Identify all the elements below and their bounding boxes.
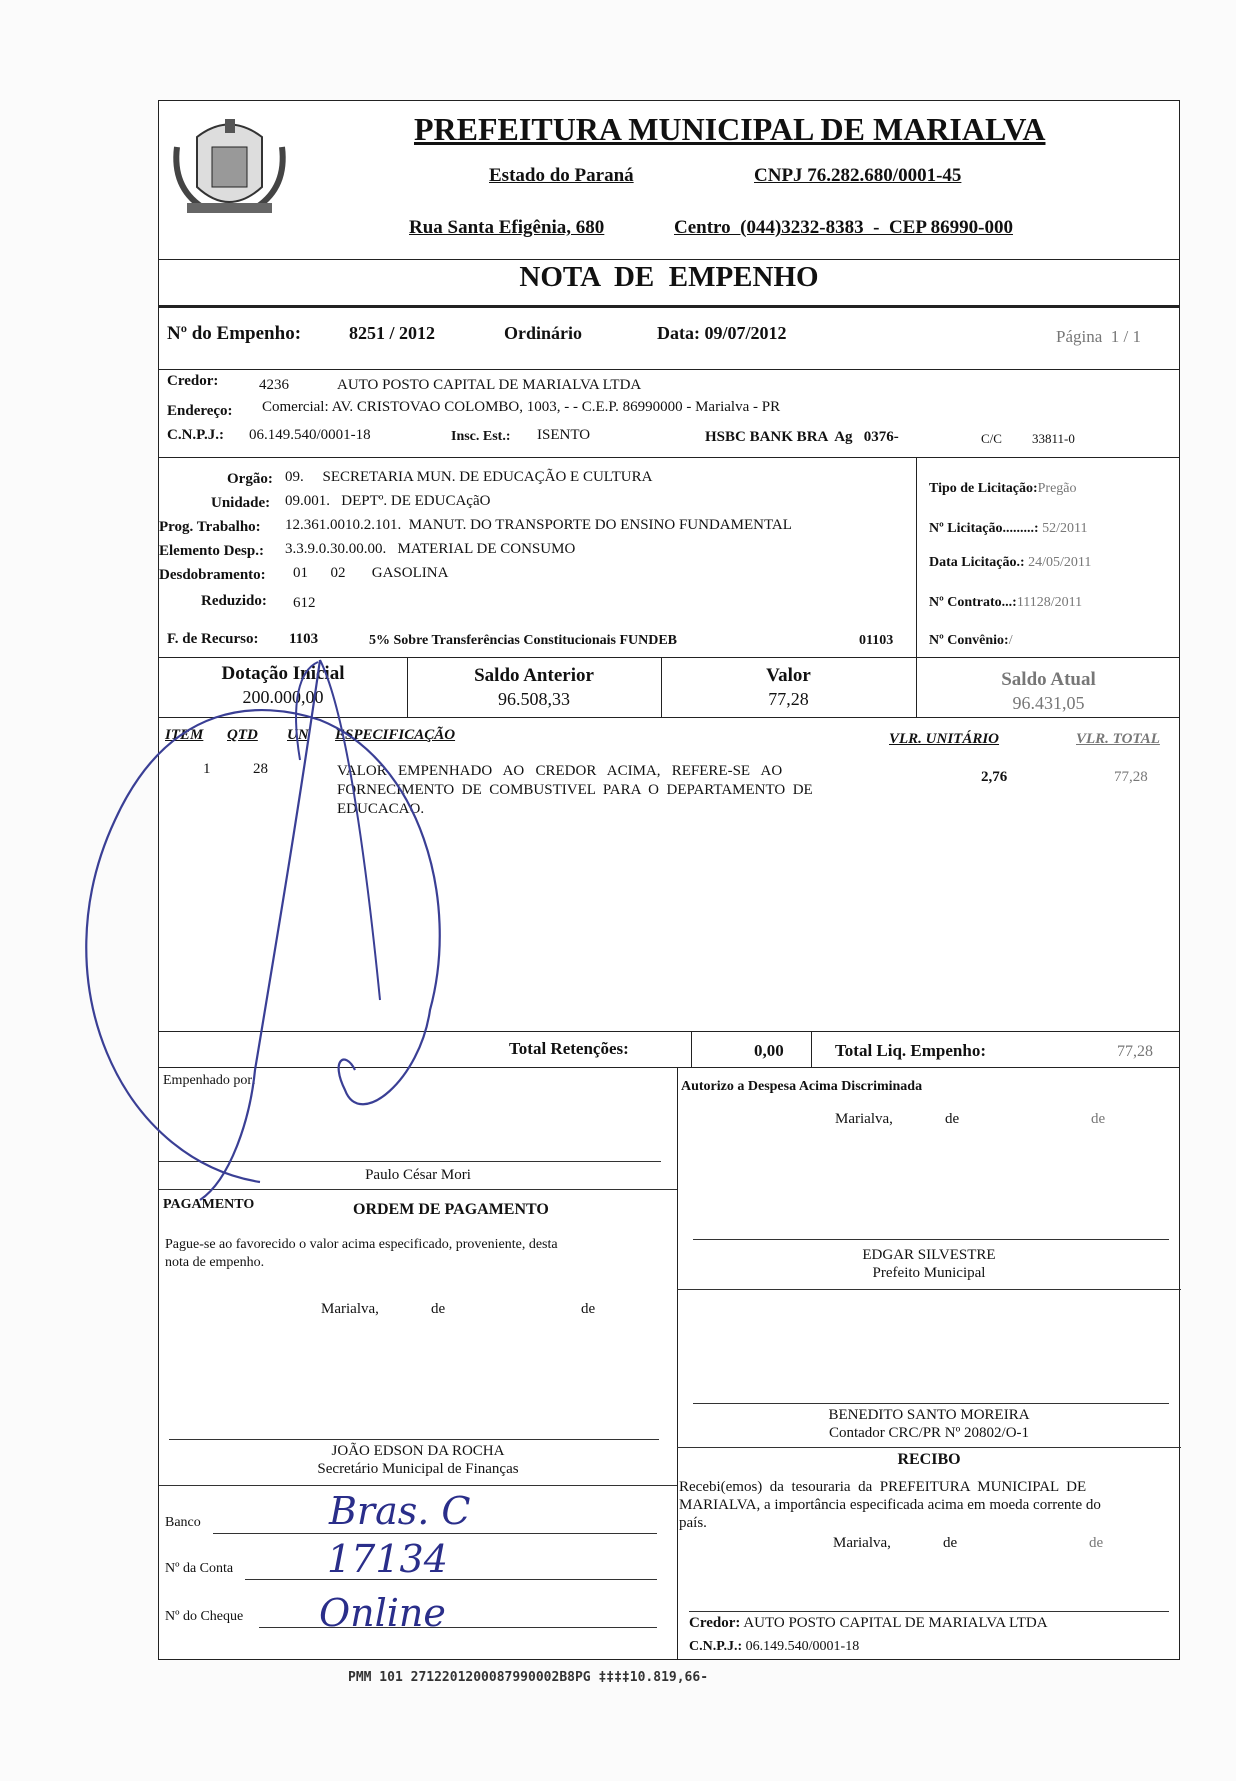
recibo-text-line3: país. (679, 1515, 707, 1531)
empenhado-por-label: Empenhado por: (163, 1073, 256, 1088)
saldo-anterior-label: Saldo Anterior (474, 665, 594, 686)
secretario-name: JOÃO EDSON DA ROCHA (331, 1443, 505, 1459)
orgao-label: Orgão: (227, 471, 273, 487)
recibo-credor: Credor: AUTO POSTO CAPITAL DE MARIALVA LTDA (689, 1615, 1048, 1631)
conta-handwritten: 17134 (327, 1537, 448, 1581)
credor-name: AUTO POSTO CAPITAL DE MARIALVA LTDA (337, 377, 642, 393)
recurso-code: 1103 (289, 631, 319, 647)
orgao: 09. SECRETARIA MUN. DE EDUCAÇÃO E CULTURA (285, 469, 653, 485)
recibo-city: Marialva, (833, 1535, 891, 1551)
col-vlr-total: VLR. TOTAL (1076, 731, 1160, 747)
desdobramento: 01 02 GASOLINA (293, 565, 449, 581)
item-total-value: 77,28 (1114, 769, 1148, 785)
item-unit-value: 2,76 (981, 769, 1008, 785)
saldo-atual: 96.431,05 (1012, 693, 1085, 713)
credor-cnpj-label: C.N.P.J.: (167, 427, 224, 443)
desdobramento-label: Desdobramento: (159, 567, 266, 583)
cc-number: 33811-0 (1032, 431, 1075, 446)
banco-handwritten: Bras. C (329, 1489, 471, 1533)
recurso-description: 5% Sobre Transferências Constitucionais FUNDEB (369, 633, 678, 648)
numero-contrato: Nº Contrato...:11128/2011 (929, 595, 1083, 610)
autorizo-de1: de (945, 1111, 960, 1127)
footer-barcode-text: PMM 101 2712201200087990002B8PG ‡‡‡‡10.819,66- (348, 1670, 709, 1685)
contador-name: BENEDITO SANTO MOREIRA (828, 1407, 1030, 1423)
col-qtd: QTD (227, 727, 258, 743)
prog-trabalho-label: Prog. Trabalho: (159, 519, 261, 535)
item-qtd: 28 (253, 761, 268, 777)
recibo-de1: de (943, 1535, 958, 1551)
pagamento-text-line2: nota de empenho. (165, 1255, 265, 1270)
autorizo-label: Autorizo a Despesa Acima Discriminada (681, 1079, 923, 1094)
empenho-type: Ordinário (504, 323, 583, 343)
prog-trabalho: 12.361.0010.2.101. MANUT. DO TRANSPORTE DO ENSINO FUNDAMENTAL (285, 517, 792, 533)
recibo-text-line1: Recebi(emos) da tesouraria da PREFEITURA MUNICIPAL DE (679, 1479, 1087, 1495)
reduzido: 612 (293, 595, 316, 611)
item-spec-line2: FORNECIMENTO DE COMBUSTIVEL PARA O DEPARTAMENTO DE (337, 782, 813, 798)
credor-label: Credor: (167, 373, 219, 389)
total-liq-empenho: 77,28 (1117, 1043, 1153, 1060)
empenho-date: Data: 09/07/2012 (657, 323, 787, 343)
district-phone-cep: Centro (044)3232-8383 - CEP 86990-000 (674, 217, 1013, 238)
insc-est: ISENTO (537, 427, 591, 443)
banco-label: Banco (165, 1515, 201, 1530)
saldo-anterior: 96.508,33 (498, 689, 570, 709)
empenho-number-label: Nº do Empenho: (167, 323, 302, 344)
pagamento-label: PAGAMENTO (163, 1197, 255, 1212)
recibo-text-line2: MARIALVA, a importância especificada acima em moeda corrente do (679, 1497, 1101, 1513)
col-item: ITEM (165, 727, 204, 743)
data-licitacao: Data Licitação.: 24/05/2011 (929, 555, 1092, 570)
total-retencoes: 0,00 (754, 1041, 784, 1060)
document-title: NOTA DE EMPENHO (519, 261, 819, 293)
valor-label: Valor (766, 665, 811, 686)
autorizo-de2: de (1091, 1111, 1106, 1127)
empenhado-por-name: Paulo César Mori (365, 1167, 471, 1183)
cheque-handwritten: Online (319, 1591, 446, 1635)
pagamento-text-line1: Pague-se ao favorecido o valor acima especificado, proveniente, desta (165, 1237, 558, 1252)
secretario-role: Secretário Municipal de Finanças (317, 1461, 519, 1477)
municipality-title: PREFEITURA MUNICIPAL DE MARIALVA (414, 111, 1046, 147)
numero-convenio: Nº Convênio:/ (929, 633, 1013, 648)
cnpj-prefeitura: CNPJ 76.282.680/0001-45 (754, 165, 962, 186)
tipo-licitacao-label: Tipo de Licitação:Pregão (929, 481, 1077, 496)
prefeito-role: Prefeito Municipal (872, 1265, 986, 1281)
valor: 77,28 (768, 689, 809, 709)
recurso-label: F. de Recurso: (167, 631, 259, 647)
credor-address: Comercial: AV. CRISTOVAO COLOMBO, 1003, - - C.E.P. 86990000 - Marialva - PR (262, 399, 781, 415)
dotacao-inicial-label: Dotação Inicial (221, 663, 345, 684)
credor-code: 4236 (259, 377, 289, 393)
pagamento-de2: de (581, 1301, 596, 1317)
ordem-pagamento-title: ORDEM DE PAGAMENTO (353, 1201, 549, 1218)
total-retencoes-label: Total Retenções: (509, 1039, 629, 1058)
recibo-de2: de (1089, 1535, 1104, 1551)
credor-cnpj: 06.149.540/0001-18 (249, 427, 371, 443)
reduzido-label: Reduzido: (201, 593, 267, 609)
pagamento-de1: de (431, 1301, 446, 1317)
unidade: 09.001. DEPTº. DE EDUCAçãO (285, 493, 491, 509)
item-spec-line3: EDUCACAO. (337, 801, 425, 817)
col-vlr-unitario: VLR. UNITÁRIO (889, 731, 1000, 747)
state-name: Estado do Paraná (489, 165, 634, 186)
item-number: 1 (203, 761, 211, 777)
recibo-title: RECIBO (897, 1451, 961, 1468)
unidade-label: Unidade: (211, 495, 271, 511)
total-liq-label: Total Liq. Empenho: (835, 1041, 986, 1060)
street-address: Rua Santa Efigênia, 680 (409, 217, 605, 238)
bank-info: HSBC BANK BRA Ag 0376- (705, 429, 899, 445)
prefeito-name: EDGAR SILVESTRE (862, 1247, 996, 1263)
recibo-cnpj: C.N.P.J.: 06.149.540/0001-18 (689, 1639, 860, 1654)
nota-de-empenho-form (158, 100, 1180, 1660)
pagamento-city: Marialva, (321, 1301, 379, 1317)
autorizo-city: Marialva, (835, 1111, 893, 1127)
dotacao-inicial: 200.000,00 (242, 687, 324, 707)
elemento: 3.3.9.0.30.00.00. MATERIAL DE CONSUMO (285, 541, 576, 557)
contador-role: Contador CRC/PR Nº 20802/O-1 (828, 1425, 1030, 1441)
cc-label: C/C (981, 431, 1002, 446)
insc-est-label: Insc. Est.: (451, 429, 511, 444)
conta-label: Nº da Conta (165, 1561, 234, 1576)
empenho-number: 8251 / 2012 (349, 323, 436, 343)
cheque-label: Nº do Cheque (165, 1609, 244, 1624)
col-especificacao: ESPECIFICAÇÃO (335, 727, 456, 743)
page-number: Página 1 / 1 (1056, 327, 1141, 346)
saldo-atual-label: Saldo Atual (1001, 669, 1096, 690)
coat-of-arms-logo (167, 107, 292, 227)
elemento-label: Elemento Desp.: (159, 543, 264, 559)
endereco-label: Endereço: (167, 403, 233, 419)
recurso-fonte-code: 01103 (859, 633, 894, 648)
item-spec-line1: VALOR EMPENHADO AO CREDOR ACIMA, REFERE-SE AO (337, 763, 783, 779)
numero-licitacao: Nº Licitação.........: 52/2011 (929, 521, 1088, 536)
col-un: UN (287, 727, 309, 743)
